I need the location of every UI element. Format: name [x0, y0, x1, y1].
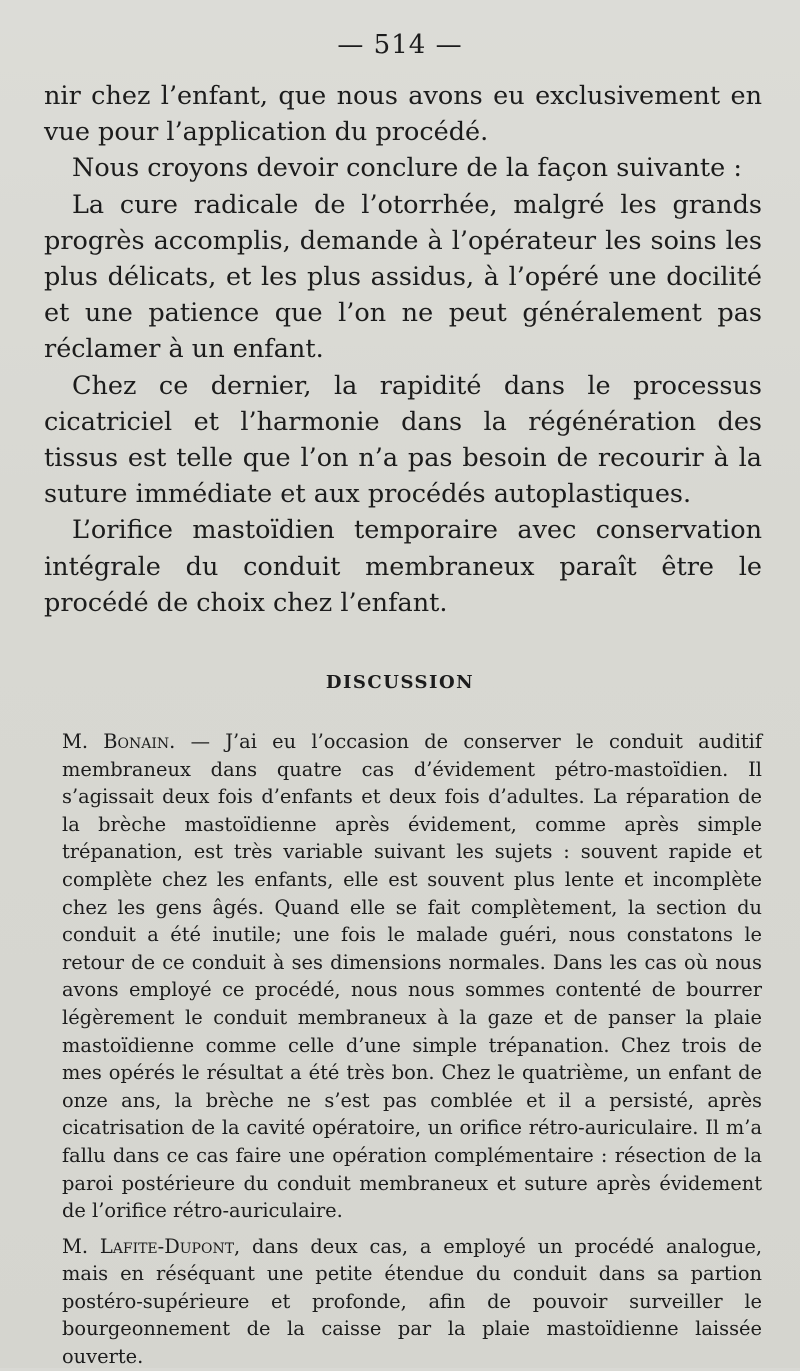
main-text [44, 78, 762, 621]
paragraph-mastoid-orifice: L’orifice mastoïdien temporaire avec conservation intégrale du conduit membraneux paraît être le procédé de choix chez l’enfant. [44, 515, 762, 618]
discussion-paragraph-bonain [62, 728, 762, 1225]
paragraph-radical-cure: La cure radicale de l’otorrhée, malgré les grands progrès accomplis, demande à l’opérateur les soins les plus délicats, et les plus assidus, à l’opéré une docilité et une patience que l’on ne peut généralement pas réclamer à un enfant. [44, 189, 762, 365]
page-number: — 514 — [337, 30, 463, 60]
discussion-text [62, 728, 762, 1371]
speaker-name: M. Bonain. [62, 730, 176, 753]
paragraph-conclusion-intro: Nous croyons devoir conclure de la façon suivante : [72, 153, 742, 184]
speaker-name: M. Lafite-Dupont, [62, 1234, 241, 1258]
discussion-paragraph-text: dans deux cas, a employé un procédé analogue, mais en réséquant une petite étendue du conduit dans sa partion postéro-supérieure et profonde, afin de pouvoir surveiller le bourgeonnement de la caisse par la plaie mastoïdienne laissée ouverte. [62, 1234, 762, 1369]
paragraph-continuation: nir chez l’enfant, que nous avons eu exclusivement en vue pour l’application du procédé. [44, 81, 762, 148]
discussion-heading: DISCUSSION [325, 672, 475, 693]
discussion-paragraph-lafite-dupont [62, 1233, 762, 1371]
discussion-paragraph-text: — J’ai eu l’occasion de conserver le conduit auditif membraneux dans quatre cas d’évidement pétro-mastoïdien. Il s’agissait deux fois d’enfants et deux fois d’adultes. La réparation de la brèche mastoïdienne après évidement, comme après simple trépanation, est très variable suivant les sujets : souvent rapide et complète chez les enfants, elle est souvent plus lente et incomplète chez les gens âgés. Quand elle se fait complètement, la section du conduit a été inutile; une fois le malade guéri, nous constatons le retour de ce conduit à ses dimensions normales. Dans les cas où nous avons employé ce procédé, nous nous sommes contenté de bourrer légèrement le conduit membraneux à la gaze et de panser la plaie mastoïdienne comme celle d’une simple trépanation. Chez trois de mes opérés le résultat a été très bon. Chez le quatrième, un enfant de onze ans, la brèche ne s’est pas comblée et il a persisté, après cicatrisation de la cavité opératoire, un orifice rétro-auriculaire. Il m’a fallu dans ce cas faire une opération complémentaire : résection de la paroi postérieure du conduit membraneux et suture après évidement de l’orifice rétro-auriculaire. [62, 730, 762, 1223]
paragraph-child-healing: Chez ce dernier, la rapidité dans le processus cicatriciel et l’harmonie dans la régénération des tissus est telle que l’on n’a pas besoin de recourir à la suture immédiate et aux procédés autoplastiques. [44, 370, 762, 510]
